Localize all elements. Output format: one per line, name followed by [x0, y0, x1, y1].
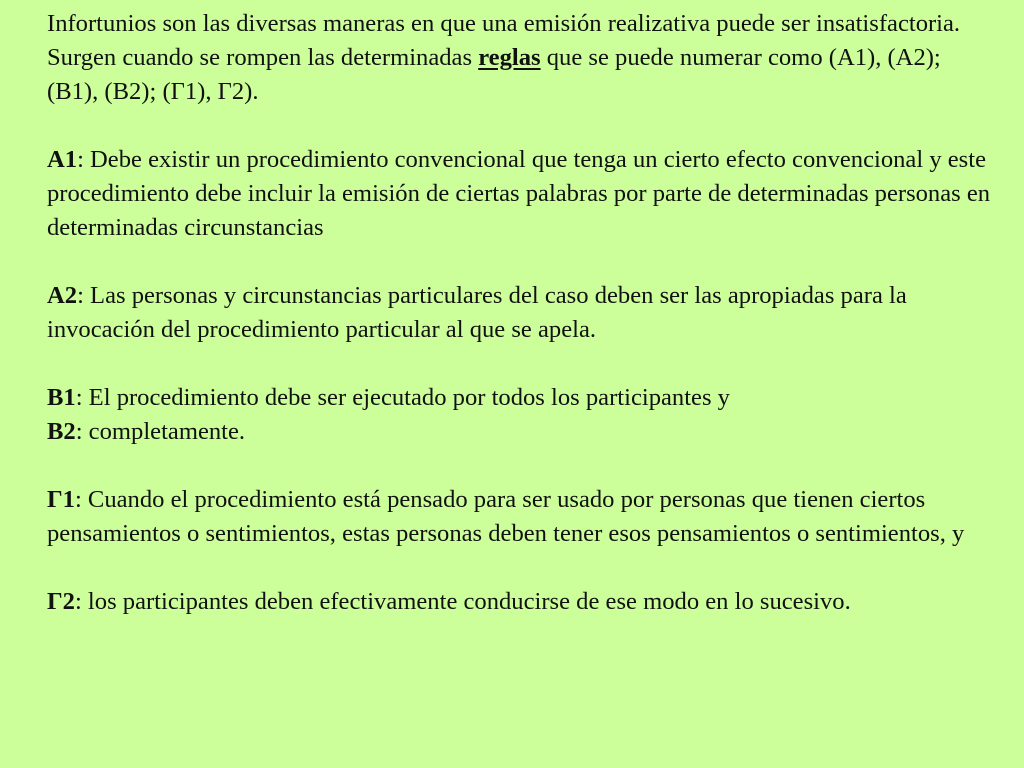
rule-g2-text: : los participantes deben efectivamente conducirse de ese modo en lo sucesivo.: [74, 588, 851, 615]
rule-a1-label: A1: [47, 146, 78, 173]
rule-b1: [47, 381, 994, 415]
rule-a1-text: : Debe existir un procedimiento convencional que tenga un cierto efecto convencional y este procedimiento debe incluir la emisión de ciertas palabras por parte de determinadas personas en determinadas circunstancias: [47, 146, 991, 241]
rule-a2-text: : Las personas y circunstancias particulares del caso deben ser las apropiadas para la invocación del procedimiento particular al que se apela.: [47, 282, 907, 343]
rule-b2: [47, 415, 994, 449]
reglas-emphasis: reglas: [478, 44, 541, 71]
intro-text-after: que se puede numerar como (A1), (A2); (B1), (B2); (Γ1), Γ2).: [47, 44, 941, 105]
intro-paragraph: [47, 7, 994, 109]
rule-b2-text: : completamente.: [75, 418, 246, 445]
rule-b1-text: : El procedimiento debe ser ejecutado por todos los participantes y: [75, 384, 730, 411]
rule-g2-label: Γ2: [47, 588, 75, 615]
rule-a1: [47, 143, 994, 245]
rule-b2-label: B2: [47, 418, 76, 445]
rule-g1-label: Γ1: [47, 486, 75, 513]
rule-g2: [47, 585, 994, 619]
rule-g1: [47, 483, 994, 551]
rule-g1-text: : Cuando el procedimiento está pensado para ser usado por personas que tienen ciertos pensamientos o sentimientos, estas personas deben tener esos pensamientos o sentimientos, y: [47, 486, 965, 547]
intro-text-before: Infortunios son las diversas maneras en que una emisión realizativa puede ser insatisfactoria. Surgen cuando se rompen las determinadas: [47, 10, 961, 71]
rule-b1-label: B1: [47, 384, 76, 411]
rule-a2-label: A2: [47, 282, 78, 309]
rule-a2: [47, 279, 994, 347]
